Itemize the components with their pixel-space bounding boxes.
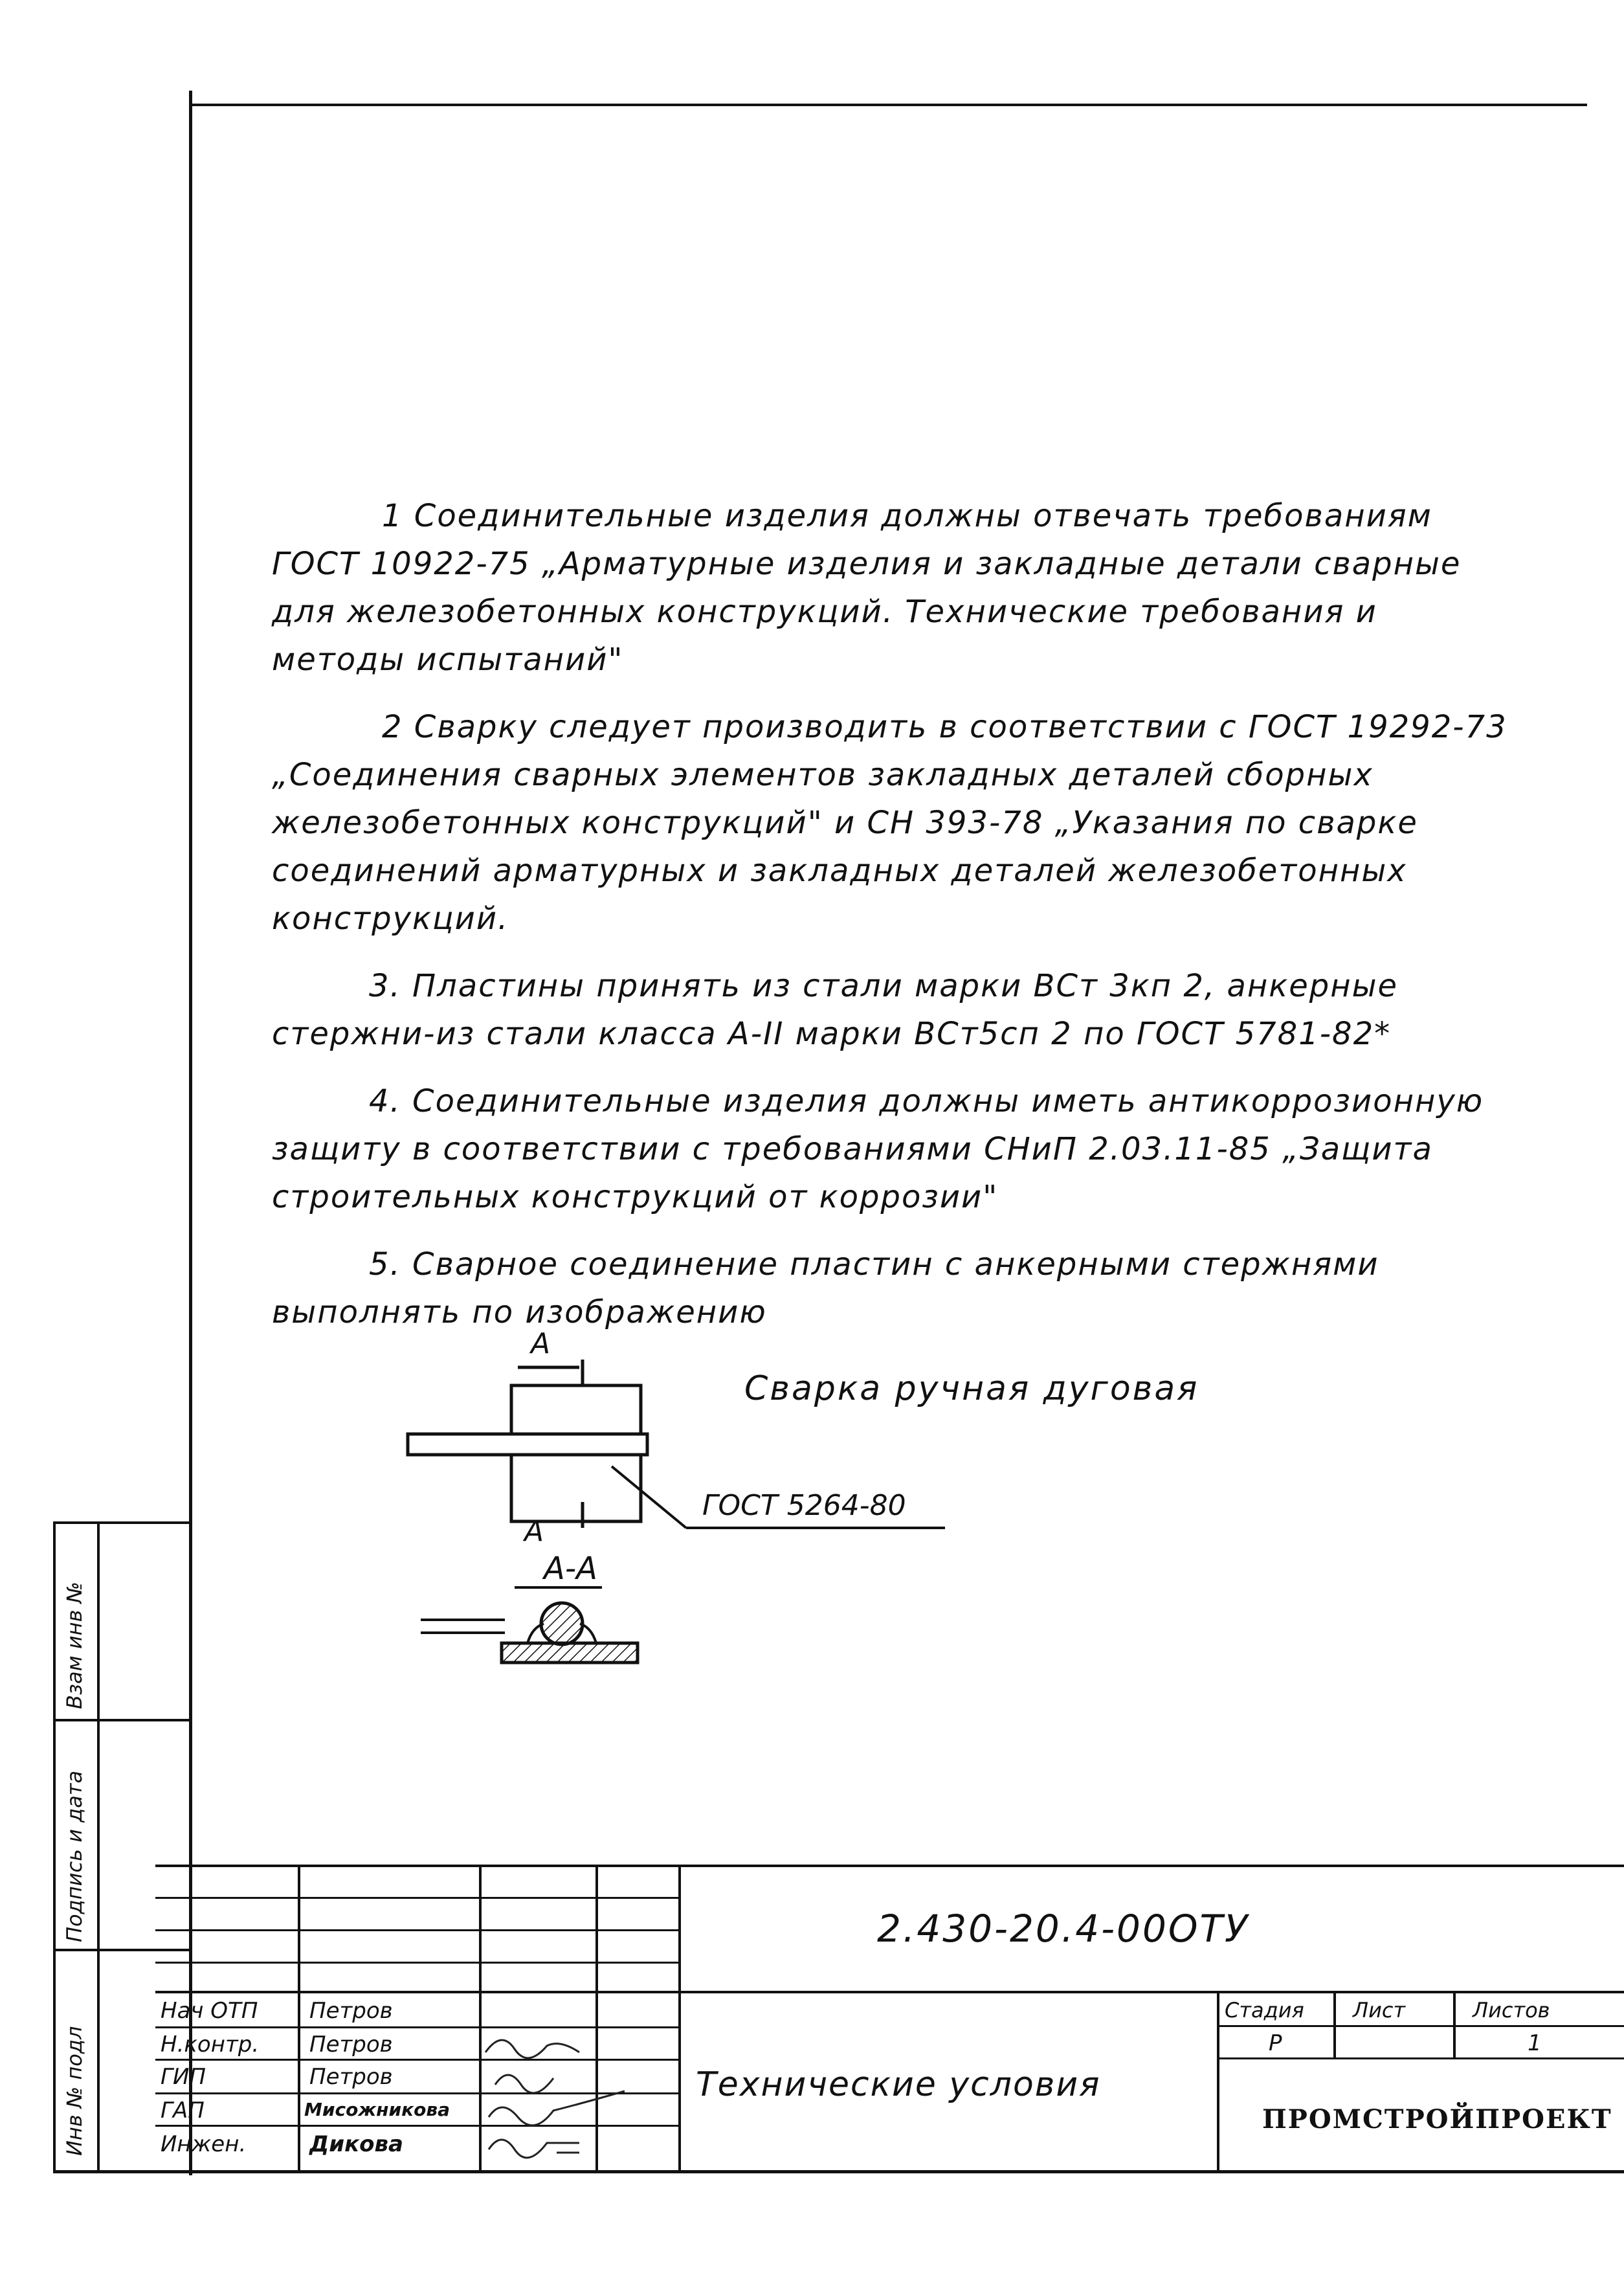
- side-stamp-row-1: [53, 1719, 192, 1721]
- section-title: А-А: [544, 1551, 597, 1587]
- stage-header: Стадия: [1225, 1998, 1304, 2023]
- signature-1: [485, 2040, 579, 2058]
- note-1: 1 Соединительные изделия должны отвечать требованиям ГОСТ 10922-75 „Арматурные изделия и закладные детали сварные для железобетонных конструкций. Технические требования и методы испытаний": [272, 498, 1462, 678]
- section-mark-top: А: [531, 1327, 551, 1360]
- frame-bottom-border: [53, 2170, 1624, 2173]
- side-label-signature-date: Подпись и дата: [62, 1770, 87, 1942]
- tb-col-stage: [1217, 1991, 1219, 2172]
- note-5: 5. Сварное соединение пластин с анкерными стержнями выполнять по изображению: [272, 1246, 1379, 1330]
- side-label-replace-inv: Взам инв №: [62, 1582, 87, 1709]
- tb-row-c: [155, 1962, 680, 1964]
- anchor-rod: [408, 1434, 647, 1455]
- role-head-dept: Нач ОТП: [161, 1998, 258, 2024]
- tb-row-main: [155, 1991, 1624, 1993]
- doc-title: Технические условия: [696, 2065, 1101, 2104]
- tb-col-2: [479, 1865, 482, 2172]
- name-norm-control: Петров: [309, 2032, 393, 2057]
- frame-top-border: [189, 104, 1587, 106]
- tb-row-b: [155, 1929, 680, 1931]
- role-engineer: Инжен.: [161, 2131, 247, 2157]
- sheets-value: 1: [1528, 2030, 1542, 2056]
- name-chief-engineer: Петров: [309, 2064, 393, 2090]
- frame-left-border: [189, 91, 192, 2175]
- leader-line: [612, 1466, 686, 1528]
- section-plate: [502, 1643, 638, 1663]
- note-2: 2 Сварку следует производить в соответствии с ГОСТ 19292-73 „Соединения сварных элементов закладных деталей сборных железобетонных конструкций" и СН 393-78 „Указания по сварке соединений арматурных и закладных деталей железобетонных конструкций.: [272, 709, 1507, 937]
- note-4: 4. Соединительные изделия должны иметь антикоррозионную защиту в соответствии с требованиями СНиП 2.03.11-85 „Защита строительных конструкций от коррозии": [272, 1083, 1484, 1215]
- tb-col-1: [298, 1865, 300, 2172]
- weld-note: Сварка ручная дуговая: [744, 1369, 1199, 1408]
- tb-col-sheet: [1333, 1991, 1336, 2059]
- doc-code: 2.430-20.4-00ОТУ: [877, 1907, 1250, 1951]
- role-chief-engineer: ГИП: [161, 2064, 206, 2090]
- tb-stage-row-2: [1217, 2057, 1624, 2059]
- name-engineer: Дикова: [309, 2131, 403, 2157]
- organization: ПРОМСТРОЙПРОЕКТ: [1262, 2104, 1612, 2135]
- tb-stage-row-1: [1217, 2025, 1624, 2027]
- section-mark-bottom: А: [524, 1515, 544, 1548]
- section-rod: [541, 1603, 583, 1644]
- side-stamp-divider: [97, 1521, 100, 2172]
- technical-notes: [272, 492, 1515, 1336]
- tb-col-4: [678, 1865, 681, 2172]
- role-norm-control: Н.контр.: [161, 2032, 260, 2057]
- signature-4: [489, 2140, 579, 2158]
- note-3: 3. Пластины принять из стали марки ВСт 3кп 2, анкерные стержни-из стали класса А-II марки ВСт5сп 2 по ГОСТ 5781-82*: [272, 968, 1399, 1052]
- weld-standard: ГОСТ 5264-80: [702, 1489, 906, 1522]
- side-label-original-inv: Инв № подл: [62, 2026, 87, 2156]
- tb-top: [155, 1865, 1624, 1867]
- side-stamp-top: [53, 1521, 192, 1524]
- name-chief-architect: Мисожникова: [304, 2099, 450, 2120]
- signature-2: [495, 2075, 553, 2093]
- side-stamp-row-2: [53, 1949, 192, 1951]
- signature-3: [489, 2091, 625, 2125]
- stage-value: Р: [1269, 2030, 1282, 2056]
- sheets-header: Листов: [1473, 1998, 1550, 2023]
- tb-row-a: [155, 1897, 680, 1899]
- side-stamp-left: [53, 1521, 56, 2172]
- tb-col-sheets: [1453, 1991, 1456, 2059]
- name-head-dept: Петров: [309, 1998, 393, 2024]
- sheet-header: Лист: [1353, 1998, 1406, 2023]
- role-chief-architect: ГАП: [161, 2098, 205, 2124]
- signature-scribbles: [482, 2026, 638, 2169]
